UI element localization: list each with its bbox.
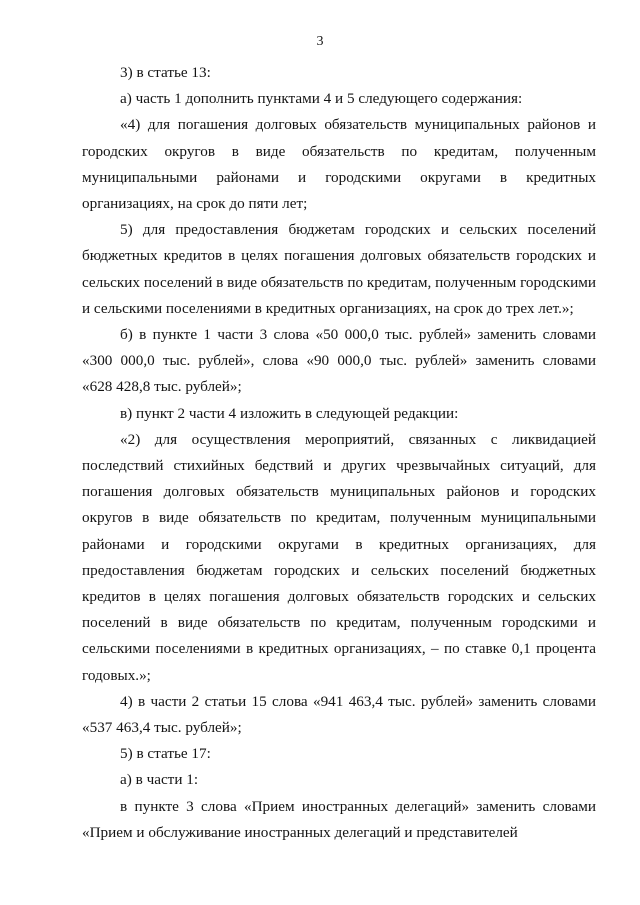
text-line: годовых.»;	[82, 666, 151, 684]
paragraph	[82, 60, 596, 86]
text-line: «Прием и обслуживание иностранных делегаций и представителей	[82, 823, 518, 841]
text-line: 5) для предоставления бюджетам городских и сельских поселений	[120, 221, 596, 239]
paragraph	[82, 322, 596, 401]
text-line: поселений в виде обязательств по кредитам, полученным городскими и	[82, 614, 596, 632]
paragraph	[82, 689, 596, 741]
text-line: б) в пункте 1 части 3 слова «50 000,0 тыс. рублей» заменить словами	[120, 326, 596, 344]
text-line: в пункте 3 слова «Прием иностранных делегаций» заменить словами	[120, 797, 596, 815]
text-line: 3) в статье 13:	[120, 64, 211, 81]
text-line: районами и городскими округами в кредитных организациях, для	[82, 535, 596, 553]
paragraph	[82, 741, 596, 767]
paragraph	[82, 86, 596, 112]
text-line: округов в виде обязательств по кредитам, полученным муниципальными	[82, 509, 596, 527]
text-line: «4) для погашения долговых обязательств муниципальных районов и	[120, 116, 596, 134]
text-line: а) часть 1 дополнить пунктами 4 и 5 следующего содержания:	[120, 90, 523, 108]
text-line: предоставления бюджетам городских и сельских поселений бюджетных	[82, 561, 596, 579]
text-line: кредитов в целях погашения долговых обязательств городских и сельских	[82, 588, 596, 606]
paragraph	[82, 427, 596, 689]
text-line: последствий стихийных бедствий и других чрезвычайных ситуаций, для	[82, 457, 596, 475]
text-line: а) в части 1:	[120, 771, 199, 789]
text-line: организациях, на срок до пяти лет;	[82, 195, 308, 213]
paragraph	[82, 401, 596, 427]
text-line: и сельскими поселениями в кредитных организациях, на срок до трех лет.»;	[82, 299, 574, 317]
text-line: сельских поселений в виде обязательств по кредитам, полученным городскими	[82, 273, 596, 291]
paragraph	[82, 794, 596, 846]
document-body	[82, 60, 596, 846]
text-line: городских округов в виде обязательств по кредитам, полученным	[82, 142, 596, 160]
text-line: в) пункт 2 части 4 изложить в следующей редакции:	[120, 404, 459, 422]
page-number: 3	[316, 34, 324, 49]
text-line: «2) для осуществления мероприятий, связанных с ликвидацией	[120, 430, 596, 448]
text-line: сельскими поселениями в кредитных организациях, – по ставке 0,1 процента	[82, 640, 596, 658]
text-line: муниципальными районами и городскими округами в кредитных	[82, 168, 596, 186]
paragraph	[82, 112, 596, 217]
text-line: бюджетных кредитов в целях погашения долговых обязательств городских и	[82, 247, 596, 265]
text-line: 4) в части 2 статьи 15 слова «941 463,4 тыс. рублей» заменить словами	[120, 692, 596, 710]
text-line: 5) в статье 17:	[120, 745, 211, 763]
text-line: «537 463,4 тыс. рублей»;	[82, 719, 242, 737]
text-line: «628 428,8 тыс. рублей»;	[82, 378, 242, 396]
text-line: погашения долговых обязательств муниципальных районов и городских	[82, 483, 596, 501]
paragraph	[82, 767, 596, 793]
paragraph	[82, 217, 596, 322]
text-line: «300 000,0 тыс. рублей», слова «90 000,0 тыс. рублей» заменить словами	[82, 352, 596, 370]
